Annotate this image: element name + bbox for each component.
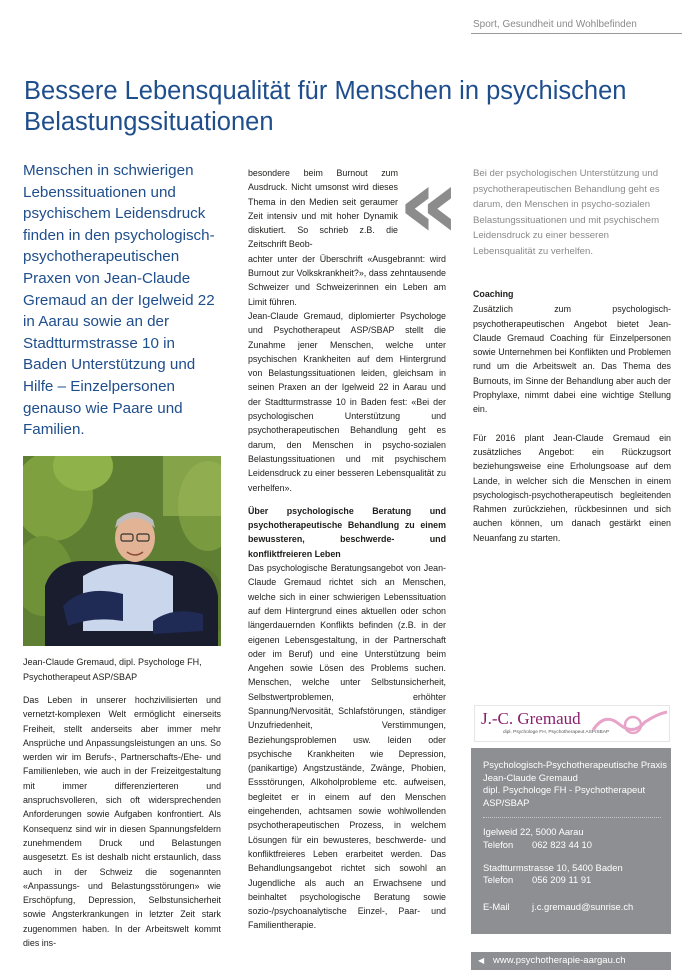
- article-lead: Menschen in schwierigen Lebenssituationen und psychischem Leidensdruck finden in den psychologisch-psychotherapeutischen Praxen von Jean-Claude Gremaud an der Igelweid 22 in Aarau sowie an der Stadtturmstrasse 10 in Baden Unterstützung und Hilfe – Einzelpersonen genauso wie Paare und Familien.: [23, 162, 215, 439]
- baden-phone[interactable]: 056 209 11 91: [532, 874, 592, 886]
- column2-paragraph-3: Das psychologische Beratungsangebot von Jean-Claude Gremaud richtet sich an Menschen, welche sich in einer schwierigen Lebenssituation auf dem Hintergrund eines aktuellen oder schon längerdauernden Konflikts befinden (z.B. in der eigenen Lebensgestaltung, in der Partnerschaft oder im Beruf) und eine Unterstützung beim Angehen sowie Lösen des Problems suchen. Menschen, welche unter Selbstunsicherheit, Selbstwertproblemen, erhöhter Spannung/Nervosität, Schlafstörungen, ständiger Unzufriedenheit, Verstimmungen, Beziehungsproblemen usw. leiden oder psychische Krankheiten wie Depression, (panikartige) Angstzustände, Zwänge, Phobien, Essstörungen, Alkoholprobleme etc. aufweisen, begleitet er in einem auf den Menschen eingehenden, achtsamen sowie wohlwollenden psychotherapeutischen Prozess, in welchem Lösungen für ein bewusteres, beschwerde- und konfliktfreieres Leben erarbeitet werden. Das Behandlungsangebot richtet sich sowohl an Jugendliche als auch an Erwachsene und beinhaltet psychologische Beratung sowie sozio-/psychoanalytische Einzel-, Paar- und Familientherapie.: [248, 563, 446, 931]
- portrait-illustration: [23, 456, 221, 646]
- column2-intro: besondere beim Burnout zum Ausdruck. Nicht umsonst wird dieses Thema in den Medien seit geraumer Zeit intensiv und mit hoher Dynamik diskutiert. So schrieb z.B. die Zeitschrift Beob-: [248, 168, 398, 250]
- column1-body: Das Leben in unserer hochzivilisierten und vernetzt-komplexen Welt ermöglicht einerseits Freiheit, stellt anderseits aber immer mehr Ansprüche und Anpassungsleistungen an uns. So werden wir im Berufs-, Partnerschafts-/Ehe- und Familienleben, wie auch in der Freizeitgestaltung mit immer differenzierteren und anspruchsvolleren, sich oft widersprechenden Anforderungen sowie Aufgaben konfrontiert. Als Konsequenz sind wir in diesen Spannungsfeldern zunehmendem Druck und Belastungen ausgesetzt. Es ist deshalb nicht erstaunlich, dass auch in der Schweiz die sogenannten «Anpassungs- und Belastungsstörungen» wie Erschöpfung, Depression, Selbstunsicherheit sowie Angsterkrankungen in letzter Zeit stark zugenommen haben. In der Arbeitswelt kommt dies ins-: [23, 695, 221, 949]
- quote-mark-icon: «: [398, 148, 461, 260]
- column3-paragraph-2: Für 2016 plant Jean-Claude Gremaud ein zusätzliches Angebot: ein Rückzugsort beziehungsweise eine Erholungsoase auf dem Lande, in welcher sich die Menschen in einem psychologisch-psychotherapeutisch begleitenden Rahmen zurückziehen, rückbesinnen und sich auchen können, um danach gestärkt einen Neuanfang zu starten.: [473, 432, 671, 543]
- contact-practice: Psychologisch-Psychotherapeutische Praxis: [483, 759, 667, 770]
- section-label: Sport, Gesundheit und Wohlbefinden: [473, 19, 637, 30]
- photo-caption: Jean-Claude Gremaud, dipl. Psychologe FH, Psychotherapeut ASP/SBAP: [23, 657, 202, 682]
- website-url[interactable]: www.psychotherapie-aargau.ch: [493, 955, 626, 966]
- contact-qualification: dipl. Psychologe FH - Psychotherapeut: [483, 784, 646, 796]
- baden-phone-label: Telefon: [483, 874, 514, 886]
- logo-name: J.-C. Gremaud: [481, 709, 581, 728]
- practice-logo: [474, 705, 670, 742]
- article-title: Bessere Lebensqualität für Menschen in psychischen Belastungssituationen: [24, 77, 627, 136]
- column2: [248, 166, 446, 933]
- column3: [473, 287, 671, 545]
- logo-subtitle: dipl. Psychologe FH, Psychotherapeut ASP/SBAP: [503, 730, 610, 735]
- email-link[interactable]: j.c.gremaud@sunrise.ch: [532, 900, 634, 912]
- column2-subheading: Über psychologische Beratung und psychotherapeutische Behandlung zu einem bewussteren, beschwerde- und konfliktfreieren Leben: [248, 505, 446, 559]
- email-label: E-Mail: [483, 900, 510, 912]
- coaching-heading: Coaching: [473, 289, 514, 299]
- portrait-photo: [23, 456, 221, 646]
- arrow-right-icon: ◀: [478, 956, 485, 965]
- logo-wave-icon: [591, 708, 669, 740]
- website-link[interactable]: [471, 952, 671, 970]
- aarau-phone-label: Telefon: [483, 838, 514, 850]
- baden-address: Stadtturmstrasse 10, 5400 Baden: [483, 861, 623, 873]
- column3-paragraph-1: Zusätzlich zum psychologisch-psychotherapeutischen Angebot bietet Jean-Claude Gremaud Coaching für Einzelpersonen sowie Unternehmen bei Konflikten und Problemen rund um die Arbeitswelt an. Das Thema des Burnouts, im Sinne der Behandlung aber auch der Prophylaxe, nimmt dabei eine wichtige Stellung ein.: [473, 304, 671, 415]
- aarau-phone[interactable]: 062 823 44 10: [532, 838, 592, 850]
- contact-divider: [483, 817, 661, 818]
- aarau-address: Igelweid 22, 5000 Aarau: [483, 826, 584, 838]
- header-divider: [471, 33, 682, 34]
- contact-box: [471, 748, 671, 934]
- contact-association: ASP/SBAP: [483, 796, 530, 808]
- contact-name: Jean-Claude Gremaud: [483, 771, 578, 783]
- pull-quote: Bei der psychologischen Unterstützung und psychotherapeutischen Behandlung geht es darum, den Menschen in psycho-sozialen Belastungssituationen und mit psychischem Leidensdruck zu einer besseren Lebensqualität zu verhelfen.: [473, 168, 660, 257]
- column2-paragraph-2: Jean-Claude Gremaud, diplomierter Psychologe und Psychotherapeut ASP/SBAP stellt die Zunahme jener Menschen, welche unter psychischen Krankheiten auf dem Hintergrund von Belastungssituationen leiden, gleichsam in seinen Praxen an der Igelweid 22 in Aarau und der Stadtturmstrasse 10 in Baden fest: «Bei der psychologischen Unterstützung und psychotherapeutischen Behandlung geht es darum, den Menschen in psycho-sozialen Belastungssituationen und mit psychischem Leidensdruck zu einer besseren Lebensqualität zu verhelfen».: [248, 310, 446, 493]
- column2-paragraph-1: achter unter der Überschrift «Ausgebrannt: wird Burnout zur Volkskrankheit?», dass zehntausende Schweizer und Schweizerinnen ein Leben am Limit führen.: [248, 253, 446, 307]
